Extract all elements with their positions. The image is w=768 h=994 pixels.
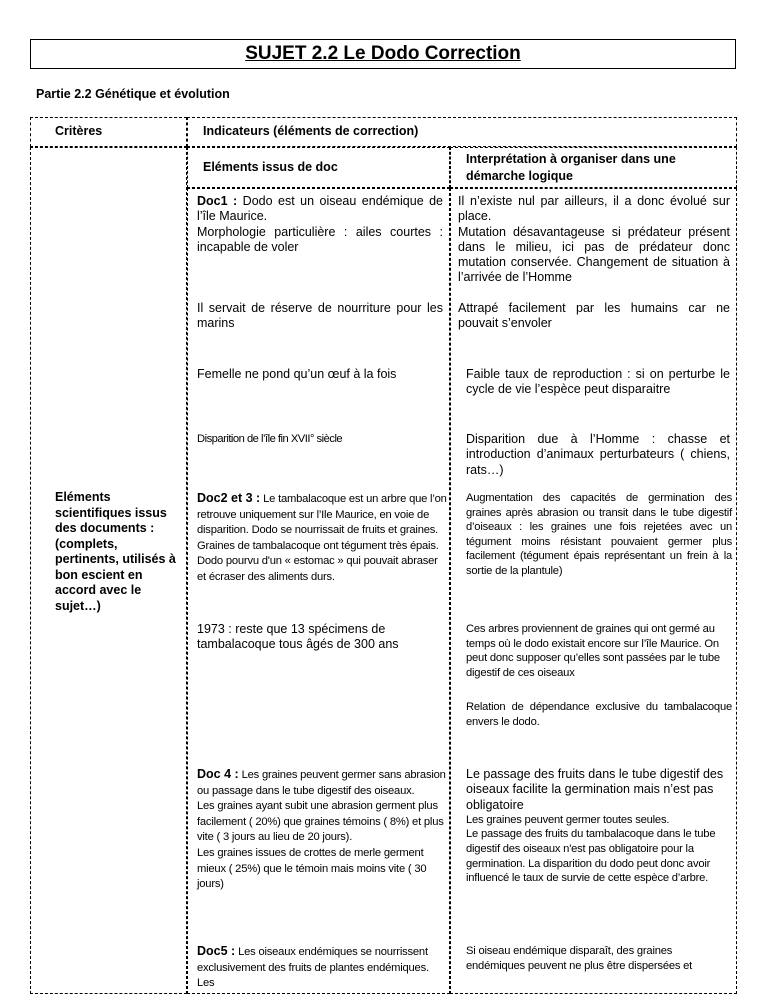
doc23-interp: Augmentation des capacités de germination des graines après abrasion ou transit dans le tube digestif d’oiseaux : les graines une fois rejetées avec un tégument moins résistant pouvaient germer plus facilement (tégument épais représentant un frein à la sortie de la plantule) — [466, 492, 732, 577]
interp-column-header: Interprétation à organiser dans une démarche logique — [466, 152, 676, 183]
section-title: Partie 2.2 Génétique et évolution — [36, 87, 230, 101]
indicators-header: Indicateurs (éléments de correction) — [203, 124, 419, 138]
doc4-interp-lead: Le passage des fruits dans le tube digestif des oiseaux facilite la germination mais n’est pas obligatoire — [466, 767, 724, 812]
dependance-interp: Relation de dépendance exclusive du tambalacoque envers le dodo. — [466, 701, 732, 728]
doc5-text: Les oiseaux endémiques se nourrissent exclusivement des fruits de plantes endémiques. Les — [197, 946, 429, 990]
doc1-oeuf: Femelle ne pond qu’un œuf à la fois — [197, 367, 397, 381]
doc1-text: Dodo est un oiseau endémique de l’île Maurice. Morphologie particulière : ailes courtes : incapable de voler — [197, 194, 444, 254]
doc23-1973: 1973 : reste que 13 spécimens de tambalacoque tous âgés de 300 ans — [197, 622, 399, 652]
criteria-header-cell — [30, 117, 187, 147]
page-title: SUJET 2.2 Le Dodo Correction — [245, 43, 521, 64]
doc4-cell — [197, 767, 449, 892]
criteria-header: Critères — [55, 124, 103, 138]
doc4-interp: Les graines peuvent germer toutes seules. Le passage des fruits du tambalacoque dans le tube digestif des oiseaux n'est pas obligatoire pour la germination. La disparition du dodo peut donc avoir influencé le taux de survie de cette espèce d’arbre. — [466, 813, 716, 885]
doc1-disparition: Disparition de l’île fin XVII° siècle — [197, 433, 343, 445]
doc4-text: Les graines peuvent germer sans abrasion ou passage dans le tube digestif des oiseaux. Les graines ayant subit une abrasion germent plus facilement ( 20%) que graines témoins ( 8%) et plus vite ( 3 jours au lieu de 20 jours). Les graines issues de crottes de merle germent mieux ( 25%) que le témoin mais moins vite ( 30 jours) — [197, 769, 446, 891]
doc1-disparition-interp: Disparition due à l’Homme : chasse et introduction d’animaux perturbateurs ( chiens, rats…) — [466, 432, 730, 477]
doc5-interp: Si oiseau endémique disparaît, des graines endémiques peuvent ne plus être dispersées et — [466, 945, 693, 972]
doc5-cell — [197, 944, 449, 991]
doc23-cell — [197, 491, 447, 585]
doc1-marins-interp: Attrapé facilement par les humains car ne pouvait s’envoler — [458, 301, 730, 331]
doc1-oeuf-interp: Faible taux de reproduction : si on perturbe le cycle de vie l’espèce peut disparaitre — [466, 367, 730, 397]
doc1-interp: Il n’existe nul par ailleurs, il a donc évolué sur place. Mutation désavantageuse si prédateur présent dans le milieu, ici pas de prédateur donc mutation conservée. Changement de situation à l’arrivée de l’Homme — [458, 194, 730, 285]
doc23-1973-interp: Ces arbres proviennent de graines qui ont germé au temps où le dodo existait encore sur l’île Maurice. On peut donc supposer qu’elles sont passées par le tube digestif de ces oiseaux — [466, 623, 720, 679]
title-box — [30, 39, 736, 69]
doc23-label: Doc2 et 3 : — [197, 491, 261, 505]
doc1-cell — [197, 194, 443, 255]
doc1-marins: Il servait de réserve de nourriture pour les marins — [197, 301, 443, 331]
doc23-text: Le tambalacoque est un arbre que l’on retrouve uniquement sur l’Ile Maurice, en voie de disparition. Dodo se nourrissait de fruits et graines. Graines de tambalacoque ont tégument très épais. Dodo pourvu d'un « estomac » qui pouvait abraser et écraser des aliments durs. — [197, 493, 447, 583]
doc-column-header: Eléments issus de doc — [203, 160, 338, 174]
doc4-interp-cell — [466, 767, 732, 886]
doc4-label: Doc 4 : — [197, 767, 239, 781]
doc5-label: Doc5 : — [197, 944, 236, 958]
doc1-label: Doc1 : — [197, 194, 238, 208]
criteria-label: Eléments scientifiques issus des documents : (complets, pertinents, utilisés à bon escient en accord avec le sujet…) — [55, 490, 176, 613]
